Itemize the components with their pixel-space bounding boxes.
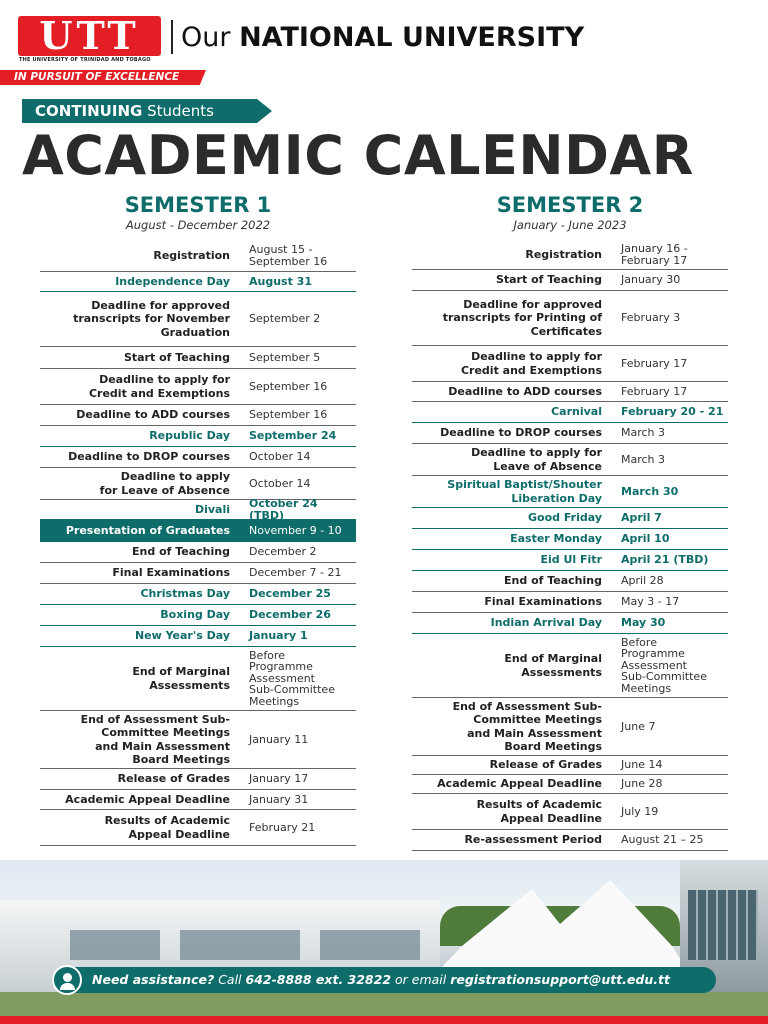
semester2-event-date: February 3 xyxy=(621,311,681,325)
national-university-heading xyxy=(181,22,584,54)
semester2-row xyxy=(412,444,728,476)
semester1-event-date: August 31 xyxy=(249,274,312,288)
semester1-event-date: December 2 xyxy=(249,545,317,559)
semester1-row xyxy=(40,272,356,292)
semester1-event-date: September 5 xyxy=(249,350,321,364)
semester2-event-date: March 3 xyxy=(621,452,666,466)
semester2-row xyxy=(412,423,728,444)
semester2-event-label: End of Assessment Sub- Committee Meetings and Main Assessment Board Meetings xyxy=(452,699,602,753)
semester2-event-label: Eid Ul Fitr xyxy=(540,553,602,567)
semester2-event-label: Re-assessment Period xyxy=(464,833,602,847)
semester2-row xyxy=(412,550,728,571)
semester1-event-date: January 31 xyxy=(249,792,309,806)
semester1-row xyxy=(40,292,356,347)
semester2-event-date: June 7 xyxy=(621,719,656,733)
semester2-event-label: Deadline to apply for Leave of Absence xyxy=(471,446,602,473)
semester1-event-label: Start of Teaching xyxy=(123,350,230,364)
semester1-event-date: August 15 - September 16 xyxy=(249,243,328,268)
semester2-row xyxy=(412,270,728,291)
semester1-event-date: November 9 - 10 xyxy=(249,523,342,537)
semester1-event-label: Boxing Day xyxy=(160,608,230,622)
semester1-row xyxy=(40,542,356,563)
semester2-event-date: April 28 xyxy=(621,574,664,588)
semester2-event-label: Spiritual Baptist/Shouter Liberation Day xyxy=(447,478,602,505)
semester2-event-label: End of Marginal Assessments xyxy=(504,652,602,679)
semester1-event-label: Divali xyxy=(194,502,230,516)
semester2-row xyxy=(412,240,728,270)
semester2-event-label: Final Examinations xyxy=(484,595,602,609)
logo-text: UTT xyxy=(39,13,140,58)
semester1-event-date: September 16 xyxy=(249,379,328,393)
semester1-event-label: Deadline to apply for Credit and Exemptions xyxy=(88,373,230,400)
semester1-event-date: January 11 xyxy=(249,732,309,746)
semester2-event-date: February 17 xyxy=(621,384,688,398)
semester2-row xyxy=(412,291,728,346)
or-email-text: or email xyxy=(391,972,451,987)
semester2-event-date: June 14 xyxy=(621,758,663,772)
semester1-event-label: Results of Academic Appeal Deadline xyxy=(104,814,230,841)
semester1-event-date: October 24 (TBD) xyxy=(249,497,318,522)
semester1-row xyxy=(40,711,356,769)
campus-photo xyxy=(0,860,768,1024)
semester2-event-date: March 3 xyxy=(621,426,666,440)
semester2-event-label: Deadline to ADD courses xyxy=(448,384,602,398)
user-support-icon xyxy=(52,965,82,995)
semester2-row xyxy=(412,794,728,830)
semester2-row xyxy=(412,571,728,592)
semester2-event-label: Registration xyxy=(525,247,602,261)
semester2-row xyxy=(412,592,728,613)
semester1-row xyxy=(40,405,356,426)
semester2-row xyxy=(412,698,728,756)
semester1-event-label: Release of Grades xyxy=(117,772,230,786)
semester1-event-date: October 14 xyxy=(249,450,311,464)
semester2-row xyxy=(412,508,728,529)
semester2-row xyxy=(412,402,728,423)
semester2-event-date: May 3 - 17 xyxy=(621,595,680,609)
semester1-event-date: January 17 xyxy=(249,772,309,786)
semester2-event-date: July 19 xyxy=(621,804,659,818)
semester2-event-date: February 20 - 21 xyxy=(621,405,724,419)
semester1-event-date: December 25 xyxy=(249,587,331,601)
semester2-event-date: June 28 xyxy=(621,777,663,791)
semester1-event-label: Registration xyxy=(153,248,230,262)
semester1-event-date: Before Programme Assessment Sub-Committee Meetings xyxy=(249,648,335,708)
semester2-event-date: April 10 xyxy=(621,532,670,546)
semester-2-subtitle: January - June 2023 xyxy=(513,218,627,232)
semester1-event-label: Deadline to DROP courses xyxy=(68,450,230,464)
semester1-row xyxy=(40,497,356,522)
our-text: Our xyxy=(181,22,240,53)
semester1-row xyxy=(40,447,356,468)
students-text: Students xyxy=(142,102,214,120)
semester1-event-label: Final Examinations xyxy=(112,566,230,580)
semester-1-header xyxy=(40,192,356,232)
semester1-row xyxy=(40,790,356,810)
semester1-event-label: Deadline to ADD courses xyxy=(76,408,230,422)
semester1-row xyxy=(40,810,356,846)
semester2-row xyxy=(412,346,728,382)
semester-1-title: SEMESTER 1 xyxy=(124,193,272,217)
semester2-event-label: Good Friday xyxy=(528,511,602,525)
semester2-row xyxy=(412,634,728,698)
semester1-row xyxy=(40,605,356,626)
semester1-row xyxy=(40,647,356,711)
semester1-event-label: End of Teaching xyxy=(132,545,230,559)
semester1-event-date: September 24 xyxy=(249,429,337,443)
need-assistance: Need assistance? xyxy=(92,972,215,987)
semester2-row xyxy=(412,529,728,550)
semester2-event-date: April 21 (TBD) xyxy=(621,553,709,567)
semester1-event-label: Independence Day xyxy=(115,274,230,288)
semester2-event-date: January 16 - February 17 xyxy=(621,242,688,267)
call-text: Call xyxy=(214,972,246,987)
semester1-event-date: January 1 xyxy=(249,629,308,643)
page-title: ACADEMIC CALENDAR xyxy=(22,124,694,187)
semester1-event-label: End of Marginal Assessments xyxy=(132,665,230,692)
semester2-row xyxy=(412,382,728,402)
bottom-red-bar xyxy=(0,1016,768,1024)
semester1-row xyxy=(40,626,356,647)
semester1-row xyxy=(40,347,356,369)
semester1-row xyxy=(40,584,356,605)
support-email-link[interactable]: registrationsupport@utt.edu.tt xyxy=(450,972,670,987)
semester1-row xyxy=(40,563,356,584)
semester2-event-label: Start of Teaching xyxy=(495,273,602,287)
semester1-event-date: December 26 xyxy=(249,608,331,622)
continuing-students-label xyxy=(35,99,214,123)
semester-2-title: SEMESTER 2 xyxy=(496,193,644,217)
national-university-text: NATIONAL UNIVERSITY xyxy=(239,22,585,53)
semester2-event-label: End of Teaching xyxy=(504,574,602,588)
semester2-row xyxy=(412,476,728,508)
utt-logo xyxy=(18,13,161,58)
semester1-row xyxy=(40,468,356,500)
semester2-event-label: Carnival xyxy=(551,405,602,419)
logo-subtitle: THE UNIVERSITY OF TRINIDAD AND TOBAGO xyxy=(19,57,151,63)
semester1-event-date: February 21 xyxy=(249,820,316,834)
semester1-event-label: Presentation of Graduates xyxy=(65,523,230,537)
semester2-event-date: August 21 – 25 xyxy=(621,833,704,847)
semester2-event-label: Release of Grades xyxy=(489,758,602,772)
semester1-event-label: Republic Day xyxy=(149,429,230,443)
semester1-row xyxy=(40,240,356,272)
semester2-event-label: Deadline for approved transcripts for Printing of Certificates xyxy=(442,297,602,338)
continuing-bold: CONTINUING xyxy=(35,102,143,120)
semester2-event-date: Before Programme Assessment Sub-Committee Meetings xyxy=(621,635,707,695)
semester2-event-label: Indian Arrival Day xyxy=(490,616,602,630)
semester-2-header xyxy=(412,192,728,232)
semester2-event-label: Deadline to apply for Credit and Exemptions xyxy=(460,350,602,377)
semester1-row xyxy=(40,426,356,447)
semester2-event-date: January 30 xyxy=(621,273,681,287)
semester2-row xyxy=(412,756,728,775)
semester1-event-label: Deadline to apply for Leave of Absence xyxy=(99,470,230,497)
semester1-event-date: December 7 - 21 xyxy=(249,566,342,580)
semester1-row xyxy=(40,520,356,542)
semester2-event-date: March 30 xyxy=(621,484,679,498)
semester2-event-label: Results of Academic Appeal Deadline xyxy=(476,798,602,825)
semester1-event-date: September 16 xyxy=(249,408,328,422)
semester1-row xyxy=(40,769,356,790)
semester-2-table xyxy=(412,240,728,851)
phone-number[interactable]: 642-8888 ext. 32822 xyxy=(245,972,392,987)
semester2-row xyxy=(412,830,728,851)
semester2-event-date: May 30 xyxy=(621,616,666,630)
semester2-event-date: February 17 xyxy=(621,356,688,370)
semester2-event-date: April 7 xyxy=(621,511,662,525)
assistance-text xyxy=(92,967,670,993)
semester2-event-label: Easter Monday xyxy=(510,532,602,546)
semester1-event-date: October 14 xyxy=(249,476,311,490)
semester2-event-label: Academic Appeal Deadline xyxy=(437,777,602,791)
semester2-row xyxy=(412,775,728,794)
semester-1-table xyxy=(40,240,356,846)
semester2-row xyxy=(412,613,728,634)
semester2-event-label: Deadline to DROP courses xyxy=(440,426,602,440)
semester1-event-label: New Year's Day xyxy=(134,629,230,643)
semester1-event-label: Academic Appeal Deadline xyxy=(65,792,230,806)
semester1-row xyxy=(40,369,356,405)
semester-1-subtitle: August - December 2022 xyxy=(125,218,271,232)
semester1-event-label: End of Assessment Sub- Committee Meetings and Main Assessment Board Meetings xyxy=(80,712,230,766)
header-divider xyxy=(171,20,173,54)
semester1-event-label: Christmas Day xyxy=(140,587,230,601)
semester1-event-label: Deadline for approved transcripts for November Graduation xyxy=(73,298,230,339)
semester1-event-date: September 2 xyxy=(249,312,321,326)
header xyxy=(0,0,768,88)
tagline: IN PURSUIT OF EXCELLENCE xyxy=(14,71,180,83)
